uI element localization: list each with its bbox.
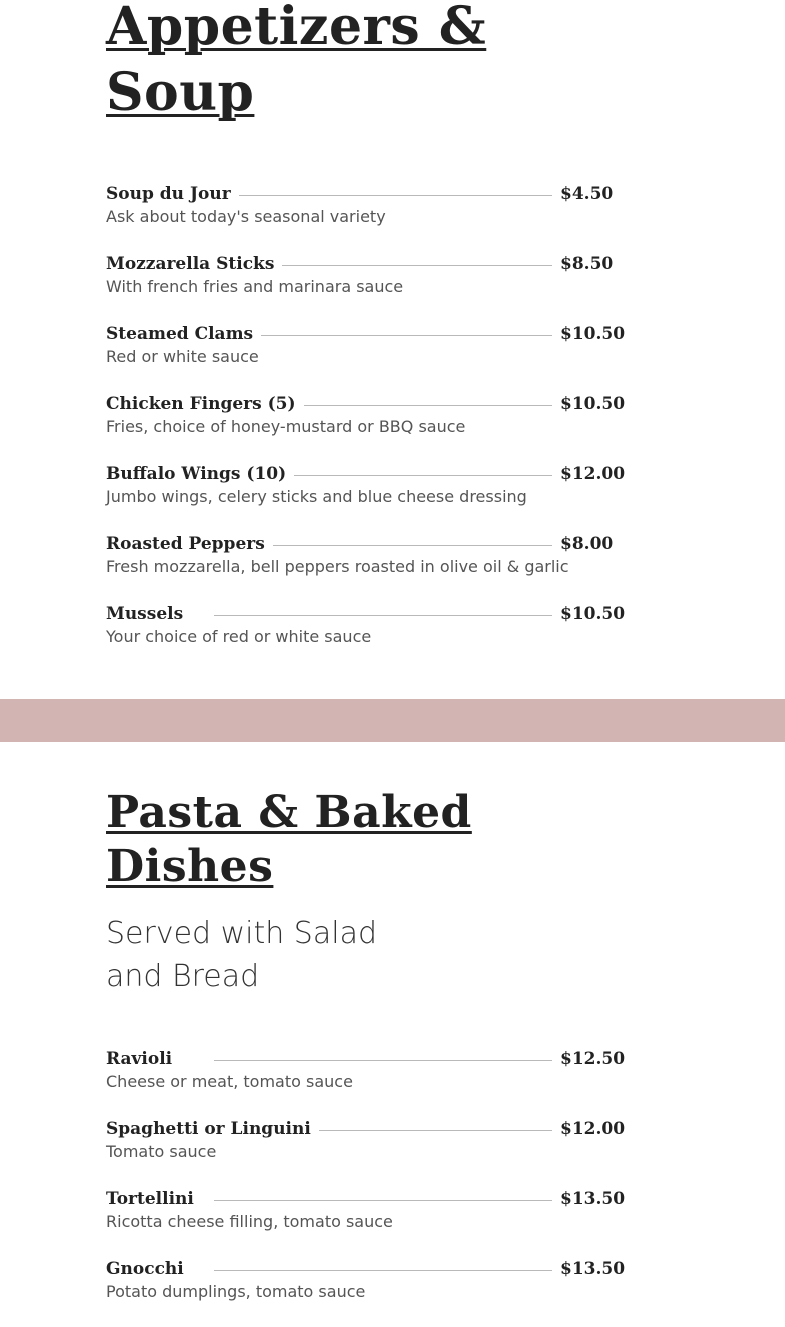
appetizers-section [106,0,646,126]
item-name: Soup du Jour [106,184,231,204]
item-name: Mozzarella Sticks [106,254,275,274]
dotted-leader [273,545,552,546]
dotted-leader [294,475,552,476]
item-price: $12.00 [560,1119,626,1139]
item-name: Spaghetti or Linguini [106,1119,311,1139]
item-price: $10.50 [560,394,626,414]
pasta-section [106,786,646,998]
dotted-leader [214,615,552,616]
menu-item [106,1187,646,1257]
item-description: Fresh mozzarella, bell peppers roasted in olive oil & garlic [106,557,569,576]
dotted-leader [304,405,552,406]
item-description: Fries, choice of honey-mustard or BBQ sauce [106,417,466,436]
item-price: $12.50 [560,1049,626,1069]
pasta-subtitle: Served with Salad and Bread [106,916,377,994]
dotted-leader [319,1130,552,1131]
menu-item [106,322,646,392]
item-name: Roasted Peppers [106,534,265,554]
item-description: Potato dumplings, tomato sauce [106,1282,366,1301]
item-description: Ask about today's seasonal variety [106,207,386,226]
item-price: $4.50 [560,184,614,204]
menu-item [106,252,646,322]
menu-item [106,532,646,602]
dotted-leader [214,1270,552,1271]
dotted-leader [239,195,552,196]
item-price: $12.00 [560,464,626,484]
item-name: Buffalo Wings (10) [106,464,287,484]
item-price: $10.50 [560,324,626,344]
item-description: Your choice of red or white sauce [106,627,372,646]
appetizers-menu-list [106,182,646,672]
menu-item [106,182,646,252]
menu-item [106,392,646,462]
menu-item [106,462,646,532]
item-name: Steamed Clams [106,324,254,344]
item-name: Gnocchi [106,1259,184,1279]
item-description: Red or white sauce [106,347,259,366]
item-description: Ricotta cheese filling, tomato sauce [106,1212,393,1231]
dotted-leader [214,1060,552,1061]
menu-item [106,1117,646,1187]
item-description: With french fries and marinara sauce [106,277,404,296]
item-price: $8.50 [560,254,614,274]
menu-item [106,1047,646,1117]
item-price: $13.50 [560,1259,626,1279]
menu-item [106,602,646,672]
pasta-menu-list [106,1047,646,1327]
item-price: $8.00 [560,534,614,554]
item-price: $10.50 [560,604,626,624]
dotted-leader [214,1200,552,1201]
item-price: $13.50 [560,1189,626,1209]
section-divider-band [0,699,785,742]
item-name: Tortellini [106,1189,194,1209]
item-description: Jumbo wings, celery sticks and blue cheese dressing [106,487,527,506]
item-description: Cheese or meat, tomato sauce [106,1072,353,1091]
item-name: Ravioli [106,1049,173,1069]
item-description: Tomato sauce [106,1142,217,1161]
item-name: Chicken Fingers (5) [106,394,296,414]
item-name: Mussels [106,604,184,624]
dotted-leader [282,265,552,266]
pasta-title: Pasta & Baked Dishes [106,787,472,892]
dotted-leader [261,335,552,336]
appetizers-title: Appetizers & Soup [106,0,487,123]
menu-item [106,1257,646,1327]
